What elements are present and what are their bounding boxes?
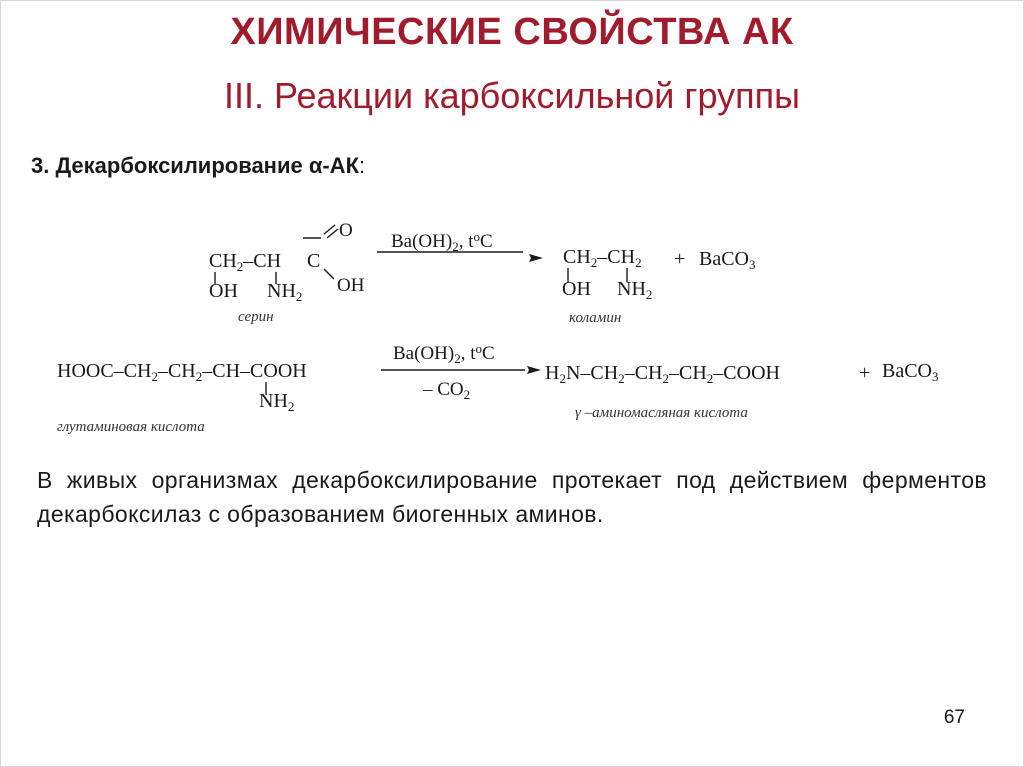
glutamic-nh2: $NH_2$ [259,390,295,414]
reaction2-arrow [381,341,541,402]
baco3-1: BaCO$_3$ [699,248,756,272]
svg-text:– CO2: – $CO_2$ [423,379,471,402]
carboxyl-carbon: C [307,250,321,272]
slide-title: ХИМИЧЕСКИЕ СВОЙСТВА АК [230,11,794,53]
reaction-scheme [1,1,1023,451]
colamine-label: коламин [569,310,622,326]
svg-text:Ba(OH)2, toC: $Ba(OH)_2$, $t^oC$ [393,341,495,366]
svg-text:CH2–CH: $CH_2-CH$ [209,250,282,274]
reaction1-arrow [377,229,543,262]
section-label: 3. Декарбоксилирование α-АК [31,153,360,178]
serine-oh: OH [209,280,238,302]
plus-sign-2: + [859,362,871,384]
svg-text:Ba(OH)2, toC: $Ba(OH)_2$, $t^oC$ [391,229,493,254]
carbonyl-oxygen: O [339,220,353,241]
svg-text:H2N–CH2–CH2–CH2–COOH: $H_2N-CH_2-CH_2-CH_2$–COOH [545,362,780,386]
colamine-nh2: $NH_2$ [617,278,653,302]
colamine-structure [562,246,756,302]
body-paragraph: В живых организмах декарбоксилирование протекает под действием ферментов декарбоксилаз с образованием биогенных аминов. [37,467,987,527]
glutamic-acid-structure [57,360,307,414]
slide-subtitle: III. Реакции карбоксильной группы [224,75,800,116]
carboxyl-oh: OH [337,275,365,296]
baco3-2: BaCO$_3$ [882,360,939,384]
serine-structure [209,220,365,304]
glutamic-acid-label: глутаминовая кислота [57,419,205,435]
svg-text:HOOC–CH2–CH2–CH–COOH: HOOC–$CH_2-CH_2-CH$–COOH [57,360,307,384]
page-number: 67 [943,707,965,728]
colamine-oh: OH [562,278,591,300]
section-colon: : [359,153,366,178]
serine-nh2: $NH_2$ [267,280,303,304]
plus-sign-1: + [674,248,686,270]
gaba-label: γ –аминомасляная кислота [575,405,748,421]
gaba-structure [545,360,939,386]
svg-text:CH2–CH2: $CH_2-CH_2$ [563,246,642,270]
serine-label: серин [238,309,274,325]
